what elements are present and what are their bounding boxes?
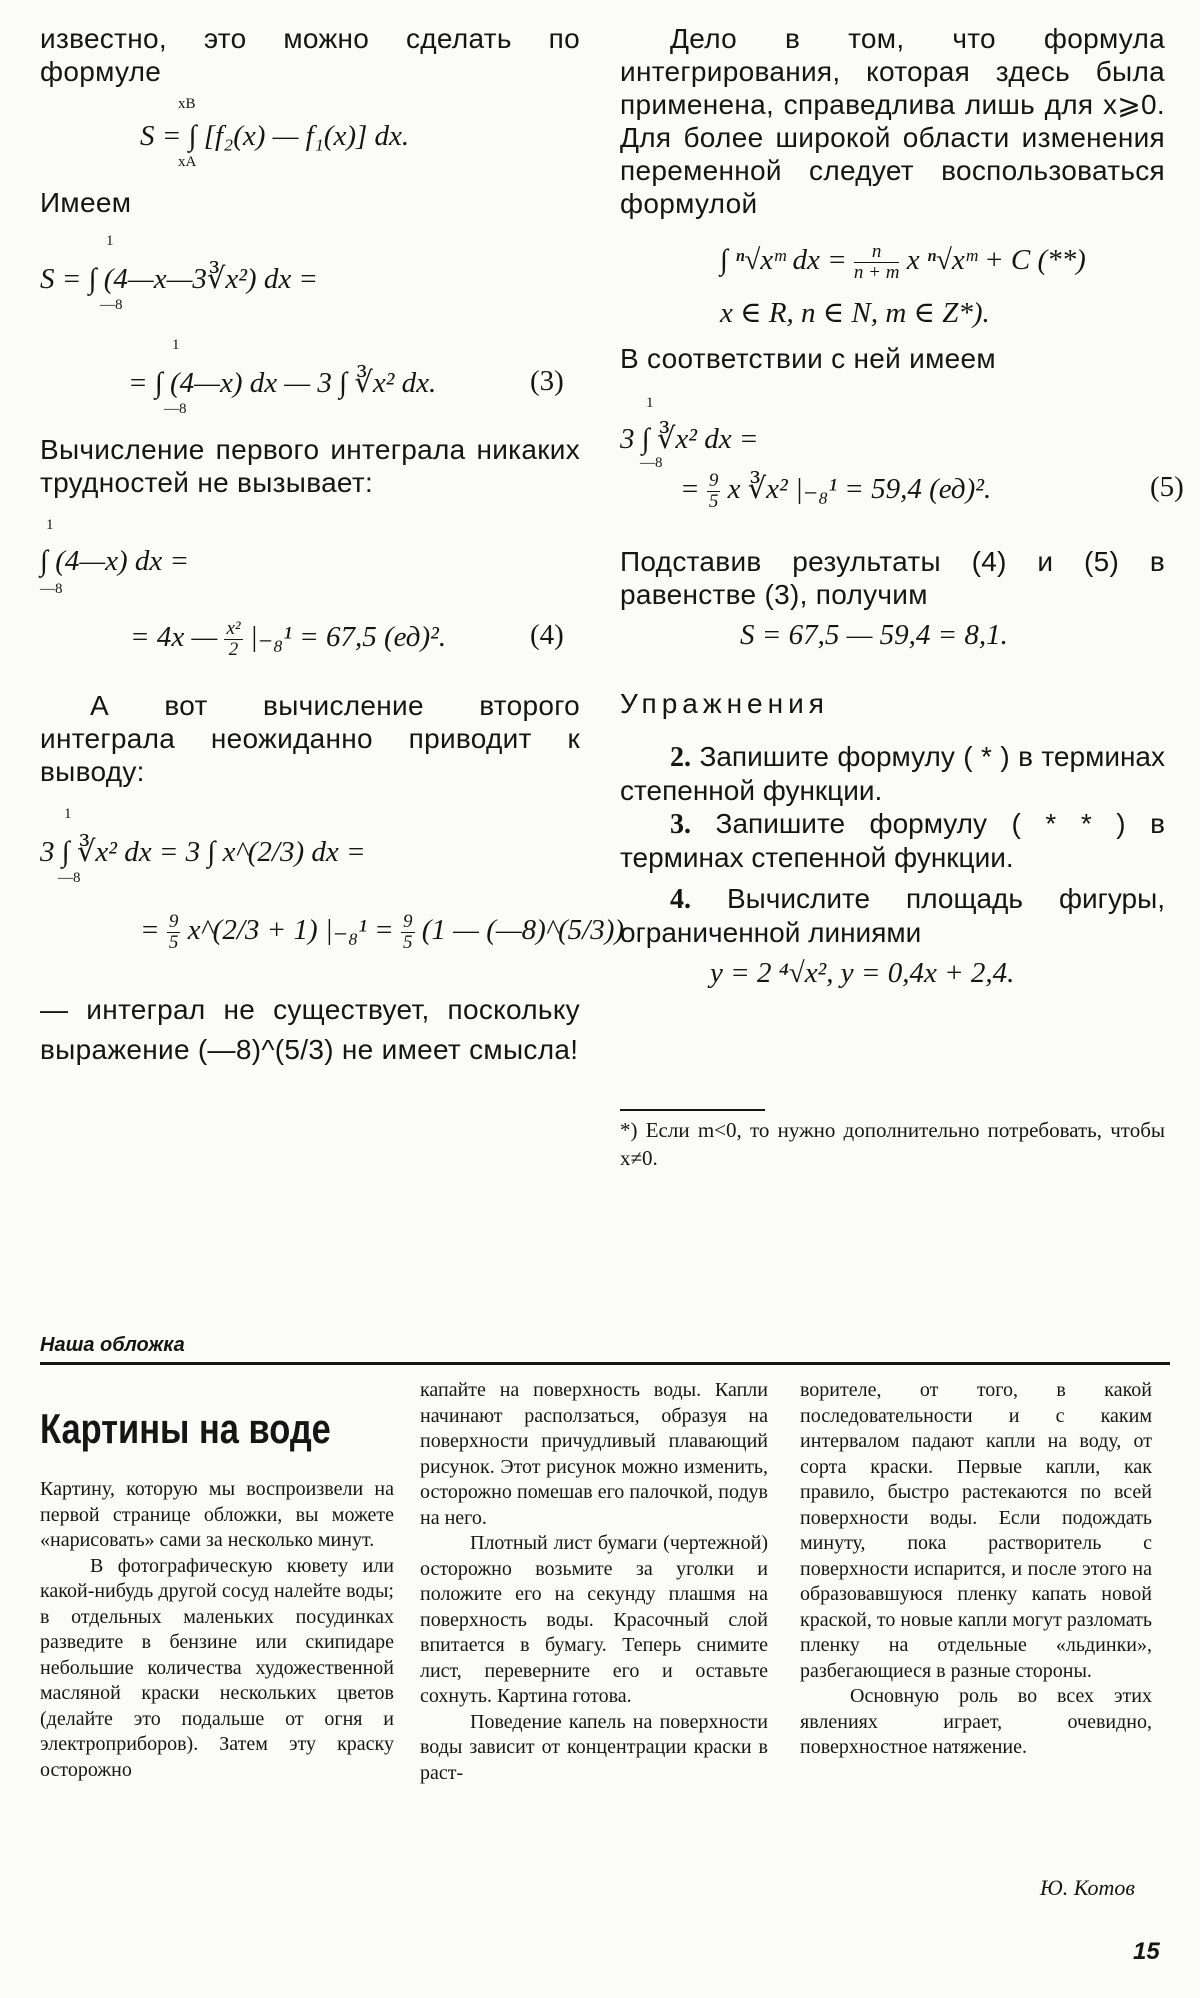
limit-upper: 1: [64, 806, 72, 822]
section-rule: [40, 1362, 1170, 1365]
formula-general: [720, 242, 1165, 283]
formula-final: S = 67,5 — 59,4 = 8,1.: [740, 619, 1008, 651]
fraction-denominator: 5: [708, 491, 719, 512]
fraction: [167, 912, 181, 953]
formula-body: 3 ∫ ∛x² dx =: [620, 423, 759, 455]
paragraph: В соответствии с ней имеем: [620, 343, 996, 374]
exercise-item: [620, 807, 1165, 874]
article-paragraph: Основную роль во всех этих явлениях играет, очевидно, поверхностное натяжение.: [800, 1685, 1152, 1758]
formula-body: ∫ (4—x) dx =: [40, 545, 190, 577]
limit-lower: xA: [178, 154, 197, 170]
limit-upper: 1: [172, 337, 180, 353]
formula-body: S = ∫ [f₂(x) — f₁(x)] dx.: [140, 120, 410, 152]
fraction-numerator: 9: [168, 911, 179, 932]
left-column: [40, 22, 625, 1070]
equals-sign: =: [680, 473, 707, 506]
article-paragraph: ворителе, от того, в какой последовательности и с каким интервалом падают капли на воду, от сорта краски. Первые капли, как правило, быстро растекаются по всей поверхности воды. Если подождать минуту, пока растворитель с поверхности испарится, и после этого на образовавшуюся пленку капать новой краской, то новые капли могут разломать пленку на отдельные «льдинки», разбегающиеся в разные стороны.: [800, 1379, 1152, 1682]
limit-lower: —8: [58, 870, 81, 886]
article-paragraph: Картину, которую мы воспроизвели на первой странице обложки, вы можете «нарисовать» сами за несколько минут.: [40, 1478, 394, 1551]
exercise-list: [620, 740, 1165, 949]
formula-area: [140, 96, 580, 174]
fraction-numerator: n: [854, 242, 900, 263]
limit-lower: —8: [640, 455, 663, 471]
equation-number: (3): [530, 365, 564, 397]
formula-second-result: [140, 911, 625, 972]
exercise-number: 4.: [670, 884, 691, 915]
formula-second-integral: [40, 806, 580, 888]
limit-lower: —8: [100, 297, 123, 313]
article-column-2: [420, 1378, 768, 1786]
fraction-numerator: 9: [403, 911, 413, 932]
fraction: [401, 912, 415, 953]
exercise-item: [620, 740, 1165, 807]
formula-power-integral: [620, 395, 1165, 471]
fraction: [707, 471, 721, 512]
article-paragraph: Поведение капель на поверхности воды зависит от концентрации краски в раст-: [420, 1710, 768, 1784]
formula-condition: x ∈ R, n ∈ N, m ∈ Z*).: [720, 297, 990, 329]
formula-body: x ⁿ√xᵐ + C (**): [906, 244, 1086, 277]
formula-body: x ∛x² |₋₈¹ = 59,4 (ед)².: [727, 473, 992, 506]
limit-upper: 1: [106, 233, 114, 249]
fraction-denominator: 5: [168, 932, 179, 953]
intro-text: известно, это можно сделать по формуле: [40, 23, 580, 87]
fraction-denominator: n + m: [853, 262, 900, 283]
formula-body: |₋₈¹ = 67,5 (ед)².: [249, 621, 447, 654]
formula-body: x^(2/3 + 1) |₋₈¹ =: [187, 914, 394, 947]
formula-body: ∫ ⁿ√xᵐ dx =: [720, 244, 847, 277]
author-signature: Ю. Котов: [1040, 1875, 1135, 1900]
equals-sign: =: [140, 914, 167, 947]
exercise-text: Запишите формулу ( * * ) в терминах степенной функции.: [620, 808, 1166, 873]
article-paragraph: Плотный лист бумаги (чертежной) осторожно возьмите за уголки и положите его на секунду плашмя на поверхность воды. Красочный слой впитается в бумагу. Теперь снимите лист, переверните его и оставьте сохнуть. Картина готова.: [420, 1532, 768, 1707]
formula-split: [40, 337, 580, 419]
limit-upper: 1: [646, 395, 654, 411]
equation-number: (4): [530, 619, 564, 651]
fraction-denominator: 2: [228, 639, 239, 660]
fraction: [224, 619, 242, 660]
limit-upper: 1: [46, 517, 54, 533]
article-paragraph: капайте на поверхность воды. Капли начинают расползаться, образуя на поверхности причудливый плавающий рисунок. Этот рисунок можно изменить, осторожно помешав его палочкой, подув на него.: [420, 1379, 768, 1529]
equation-number: (5): [1150, 471, 1184, 503]
formula-integral-s: [40, 233, 580, 315]
article-title: Картины на воде: [40, 1405, 331, 1452]
formula-body: S = ∫ (4—x—3∛x²) dx =: [40, 263, 319, 295]
have-text: Имеем: [40, 187, 132, 218]
formula-body: 3 ∫ ∛x² dx = 3 ∫ x^(2/3) dx =: [40, 836, 366, 868]
limit-upper: xB: [178, 96, 196, 112]
exercise-number: 2.: [670, 742, 691, 773]
fraction-numerator: x²: [226, 618, 241, 639]
formula-exercise: y = 2 ⁴√x², y = 0,4x + 2,4.: [710, 957, 1015, 989]
fraction-denominator: 5: [403, 932, 413, 953]
formula-body: (1 — (—8)^(5/3)): [421, 914, 625, 947]
paragraph: А вот вычисление второго интеграла неожиданно приводит к выводу:: [40, 690, 580, 787]
paragraph: Подставив результаты (4) и (5) в равенстве (3), получим: [620, 546, 1165, 610]
exercise-number: 3.: [670, 809, 691, 840]
formula-body: = ∫ (4—x) dx — 3 ∫ ∛x² dx.: [128, 367, 437, 399]
page-number: 15: [1133, 1938, 1160, 1965]
exercise-item: [620, 882, 1165, 949]
fraction: [854, 242, 900, 283]
footnote: *) Если m<0, то нужно дополнительно потребовать, чтобы x≠0.: [620, 1118, 1165, 1170]
right-column: [620, 22, 1184, 990]
fraction-numerator: 9: [708, 470, 719, 491]
limit-lower: —8: [164, 401, 187, 417]
section-label: Наша обложка: [40, 1334, 185, 1356]
paragraph: Дело в том, что формула интегрирования, которая здесь была применена, справедлива лишь для x⩾0. Для более широкой области изменения переменной следует воспользоваться формулой: [620, 23, 1165, 219]
exercises-heading: Упражнения: [620, 688, 829, 719]
footnote-rule: [620, 1109, 765, 1111]
formula-power-result: [680, 470, 1184, 525]
exercise-text: Вычислите площадь фигуры, ограниченной линиями: [620, 883, 1166, 948]
exercise-text: Запишите формулу ( * ) в терминах степенной функции.: [620, 741, 1165, 806]
paragraph: — интеграл не существует, поскольку выражение (—8)^(5/3) не имеет смысла!: [40, 994, 580, 1065]
article-column-3: [800, 1378, 1152, 1761]
paragraph: Вычисление первого интеграла никаких трудностей не вызывает:: [40, 434, 580, 498]
formula-first-result: [130, 619, 580, 675]
article-column-1: [40, 1477, 394, 1783]
formula-first-integral: [40, 517, 580, 599]
article-paragraph: В фотографическую кювету или какой-нибудь другой сосуд налейте воды; в отдельных маленьких посудинках разведите в бензине или скипидаре небольшие количества художественной масляной краски нескольких цветов (делайте это подальше от огня и электроприборов). Затем эту краску осторожно: [40, 1554, 394, 1781]
formula-body: = 4x —: [130, 621, 218, 654]
limit-lower: —8: [40, 581, 63, 597]
